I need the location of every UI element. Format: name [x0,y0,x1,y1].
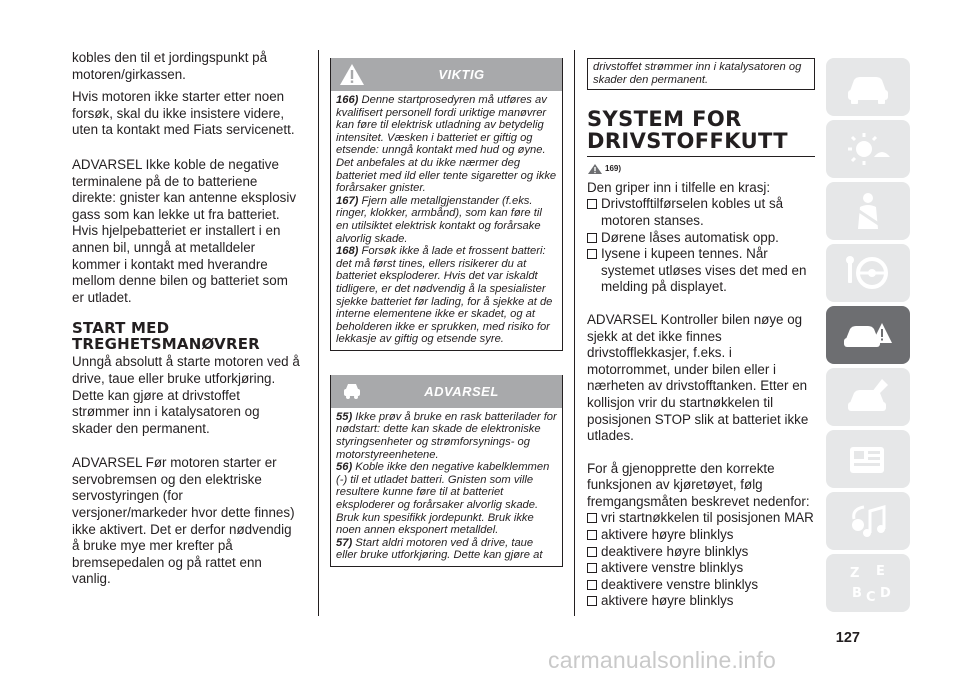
left-column [72,50,300,600]
bullet-square-icon [587,596,597,606]
advarsel-notes [331,408,562,566]
list-item [587,577,815,594]
tab-technical-data[interactable] [826,430,910,488]
note-number: 166) [336,94,359,106]
list-item [587,230,815,247]
column-divider [574,50,575,616]
bullet-list [587,196,815,296]
svg-text:B: B [852,586,862,601]
tab-dashboard-lights[interactable] [826,120,910,178]
technical-data-icon [842,437,894,481]
list-item [587,527,815,544]
bullet-square-icon [587,580,597,590]
note [336,195,557,245]
seat-safety-icon [842,189,894,233]
note-number: 57) [336,536,353,549]
list-item [587,544,815,561]
paragraph: Unngå absolutt å starte motoren ved å drive, taue eller bruke utforkjøring. Dette kan gjøre at drivstoffet strømmer inn i katalysatoren og skader den permanent. [72,354,300,436]
list-item [587,510,815,527]
box-title: ADVARSEL [424,383,499,399]
warning-ref-number: 169) [605,164,622,174]
tab-maintenance[interactable] [826,368,910,426]
warning-paragraph: ADVARSEL Før motoren starter er servobremsen og den elektriske servostyringen (for versjoner/markeder hvor dette finnes) ikke aktivert. Det er derfor nødvendig å bruke mye mer krefter på bremsepedalen og på rattet enn vanlig. [72,455,295,587]
tab-car-info[interactable] [826,58,910,116]
svg-text:D: D [880,586,891,601]
list-item-text: deaktivere venstre blinklys [601,576,759,592]
section-heading: START MED TREGHETSMANØVRER [72,319,260,354]
chapter-tabs [826,58,910,616]
note-number: 56) [336,461,353,474]
note-text: Fjern alle metallgjenstander (f.eks. ringer, klokker, armbånd), som kan føre til en utilsiktet elektrisk kontakt og forårsake alvorlig skade. [336,194,542,245]
note-text: Denne startprosedyren må utføres av kvalifisert personell fordi uriktige manøvrer kan føre til elektrisk utladning av betydelig intensitet. Væsken i batteriet er giftig og etsende: unngå kontakt med hud og øyne. Det anbefales at du ikke nærmer deg batteriet med ild eller tente sigaretter og ikke forårsaker gnister. [336,94,557,195]
note [336,94,557,195]
note-text: Start aldri motoren ved å drive, taue eller bruke utforkjøring. Dette kan gjøre at [336,536,543,562]
emergency-car-icon [842,313,894,357]
bullet-square-icon [587,547,597,557]
list-item [587,246,815,296]
warning-paragraph: ADVARSEL Ikke koble de negative terminalene på de to batteriene direkte: gnister kan antenne eksplosiv gass som kan lekke ut fra batteriet. Hvis hjelpebatteriet er installert i en annen bil, unngå at metalldeler kommer i kontakt med hverandre mellom denne bilen og batteriet som er utladet. [72,156,297,305]
warning-paragraph: ADVARSEL Kontroller bilen nøye og sjekk at det ikke finnes drivstofflekkasjer, f.eks. i motorrommet, under bilen eller i nærheten av drivstofftanken. Etter en kollisjon vrir du startnøkkelen til posisjonen STOP slik at batteriet ikke utlades. [587,311,809,444]
note-number: 168) [336,245,359,258]
note-number: 167) [336,194,359,207]
heading-rule [587,156,815,157]
note [336,245,557,346]
note-text: Ikke prøv å bruke en rask batterilader for nødstart: dette kan skade de elektroniske styringsenheter og strømforsynings- og motorstyreenhetene. [336,410,557,461]
list-item-text: Drivstofftilførselen kobles ut så motoren stanses. [601,196,784,228]
dashboard-lights-icon [842,127,894,171]
bullet-square-icon [587,530,597,540]
index-icon [842,561,894,605]
svg-text:C: C [866,590,876,605]
paragraph: Den griper inn i tilfelle en krasj: [587,179,771,195]
box-title: VIKTIG [438,67,485,82]
bullet-square-icon [587,513,597,523]
right-column [587,58,815,610]
list-item-text: Iysene i kupeen tennes. Når systemet utløses vises det med en melding på displayet. [601,246,807,295]
tab-emergency[interactable] [826,306,910,364]
list-item [587,560,815,577]
warning-reference [587,161,815,178]
bullet-square-icon [587,233,597,243]
page-number: 127 [835,630,860,646]
tab-index[interactable] [826,554,910,612]
note [336,411,557,461]
steering-wheel-key-icon [842,251,894,295]
column-divider [318,50,319,616]
advarsel-box [330,375,563,567]
viktig-box [330,58,563,351]
note-text: Forsøk ikke å lade et frossent batteri: det må først tines, ellers risikerer du at batteriet eksploderer. Hvis det var iskaldt tidligere, er det nødvendig å la spesialister sjekke batteriet før lading, for å sjekke at de interne elementene ikke er skadet, og at beholderen ikke er sprukken, med risiko for lekkasje av giftig og etsende syre. [336,245,553,346]
multimedia-icon [842,499,894,543]
section-heading: SYSTEM FOR DRIVSTOFFKUTT [587,107,788,154]
svg-text:E: E [876,564,885,579]
list-item-text: aktivere høyre blinklys [601,593,734,609]
watermark-text: carmanualsonline.info [548,647,776,673]
list-item-text: deaktivere høyre blinklys [601,543,749,559]
paragraph: kobles den til et jordingspunkt på motoren/girkassen. [72,50,268,82]
warning-triangle-icon [587,163,603,175]
tab-multimedia[interactable] [826,492,910,550]
list-item-text: vri startnøkkelen til posisjonen MAR [601,510,814,526]
note [336,537,557,562]
svg-text:Z: Z [850,566,860,581]
viktig-notes [331,91,562,350]
continued-note: drivstoffet strømmer inn i katalysatoren og skader den permanent. [587,58,815,90]
list-item [587,196,815,229]
bullet-square-icon [587,563,597,573]
bullet-list [587,510,815,610]
middle-column [330,58,563,567]
bullet-square-icon [587,199,597,209]
maintenance-icon [842,375,894,419]
list-item-text: aktivere høyre blinklys [601,527,734,543]
list-item [587,593,815,610]
note-text: Koble ikke den negative kabelklemmen (-) til et utladet batteri. Gnisten som ville resultere kunne føre til at batteriet eksploderer og forårsaker alvorlig skade. Bruk kun spesifikk jordepunkt. Bruk ikke noen annen eksponert metalldel. [336,461,550,537]
paragraph: Hvis motoren ikke starter etter noen forsøk, skal du ikke insistere videre, uten ta kontakt med Fiats servicenett. [72,89,295,138]
note [336,461,557,537]
list-item-text: Dørene låses automatisk opp. [601,229,779,245]
viktig-header [331,58,562,91]
car-info-icon [842,65,894,109]
paragraph: For å gjenopprette den korrekte funksjonen av kjøretøyet, følg fremgangsmåten beskrevet nedenfor: [587,460,810,509]
bullet-square-icon [587,249,597,259]
tab-steering-key[interactable] [826,244,910,302]
list-item-text: aktivere venstre blinklys [601,560,744,576]
note-number: 55) [336,410,353,423]
tab-seat-safety[interactable] [826,182,910,240]
advarsel-header [331,375,562,408]
